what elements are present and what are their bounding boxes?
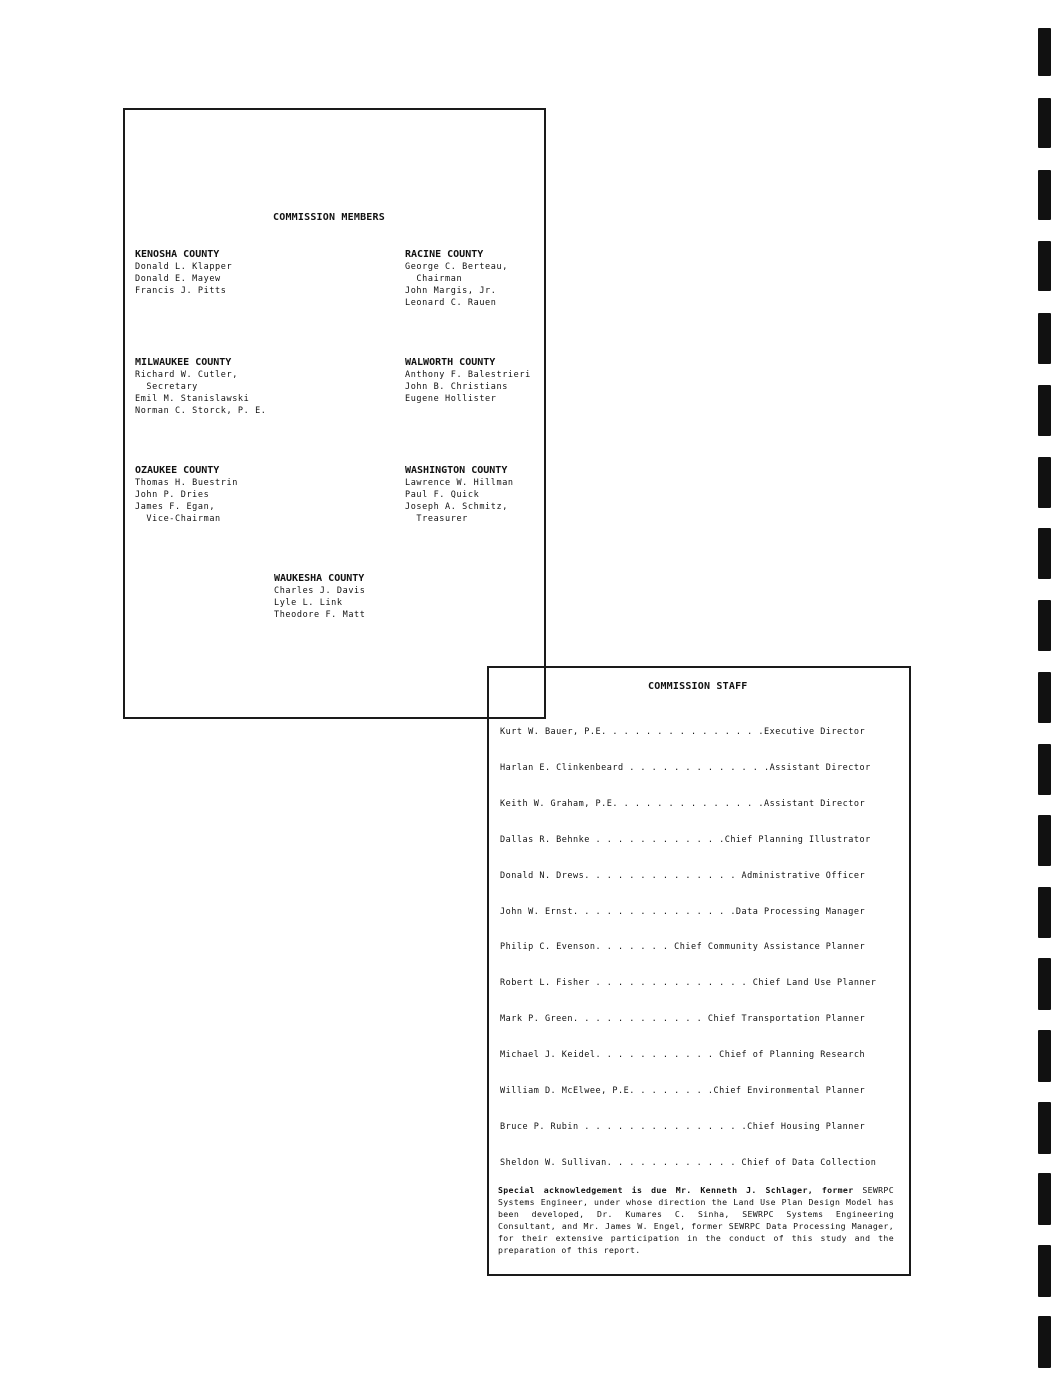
binding-mark [1038, 600, 1051, 651]
binding-mark [1038, 1316, 1051, 1368]
binding-mark [1038, 98, 1051, 148]
county-milwaukee [135, 356, 267, 417]
commission-members-title: COMMISSION MEMBERS [273, 212, 385, 223]
member-name: Paul F. Quick [405, 490, 480, 500]
commission-staff-title: COMMISSION STAFF [648, 681, 748, 692]
member-name: Richard W. Cutler, [135, 370, 238, 380]
staff-row: Kurt W. Bauer, P.E. . . . . . . . . . . . . . .Executive Director [500, 727, 866, 737]
staff-row: Dallas R. Behnke . . . . . . . . . . . .Chief Planning Illustrator [500, 835, 871, 845]
binding-mark [1038, 241, 1051, 291]
member-name: John Margis, Jr. [405, 286, 497, 296]
county-name: OZAUKEE COUNTY [135, 465, 220, 476]
staff-row: Bruce P. Rubin . . . . . . . . . . . . . . .Chief Housing Planner [500, 1122, 866, 1132]
county-name: RACINE COUNTY [405, 249, 484, 260]
staff-row: Robert L. Fisher . . . . . . . . . . . . . . Chief Land Use Planner [500, 978, 877, 988]
member-name: Anthony F. Balestrieri [405, 370, 531, 380]
acknowledgement-paragraph [498, 1184, 894, 1256]
member-title: Secretary [135, 382, 198, 392]
binding-mark [1038, 1245, 1051, 1297]
member-name: Thomas H. Buestrin [135, 478, 238, 488]
binding-mark [1038, 887, 1051, 938]
county-name: WASHINGTON COUNTY [405, 465, 508, 476]
binding-mark [1038, 958, 1051, 1010]
staff-row: Mark P. Green. . . . . . . . . . . . Chief Transportation Planner [500, 1014, 866, 1024]
staff-row: Donald N. Drews. . . . . . . . . . . . . . Administrative Officer [500, 871, 866, 881]
member-name: Joseph A. Schmitz, [405, 502, 508, 512]
member-title: Treasurer [405, 514, 468, 524]
member-name: Norman C. Storck, P. E. [135, 406, 267, 416]
binding-mark [1038, 1102, 1051, 1154]
county-name: WAUKESHA COUNTY [274, 573, 365, 584]
binding-mark [1038, 528, 1051, 579]
binding-mark [1038, 28, 1051, 76]
binding-mark [1038, 672, 1051, 723]
member-name: John P. Dries [135, 490, 210, 500]
member-name: Francis J. Pitts [135, 286, 227, 296]
binding-mark [1038, 313, 1051, 364]
member-name: Leonard C. Rauen [405, 298, 497, 308]
member-title: Chairman [405, 274, 463, 284]
member-name: Donald E. Mayew [135, 274, 221, 284]
county-washington [405, 464, 514, 525]
binding-mark [1038, 1030, 1051, 1082]
binding-mark [1038, 744, 1051, 795]
member-name: Lyle L. Link [274, 598, 343, 608]
county-kenosha [135, 248, 232, 297]
member-name: James F. Egan, [135, 502, 216, 512]
staff-row: Philip C. Evenson. . . . . . . Chief Community Assistance Planner [500, 942, 866, 952]
staff-row: Harlan E. Clinkenbeard . . . . . . . . . . . . .Assistant Director [500, 763, 871, 773]
member-name: John B. Christians [405, 382, 508, 392]
member-name: Theodore F. Matt [274, 610, 366, 620]
staff-row: John W. Ernst. . . . . . . . . . . . . . .Data Processing Manager [500, 907, 866, 917]
member-name: George C. Berteau, [405, 262, 508, 272]
member-name: Emil M. Stanislawski [135, 394, 250, 404]
county-waukesha [274, 572, 365, 621]
member-title: Vice-Chairman [135, 514, 221, 524]
staff-row: Keith W. Graham, P.E. . . . . . . . . . . . . .Assistant Director [500, 799, 866, 809]
binding-mark [1038, 1173, 1051, 1225]
member-name: Lawrence W. Hillman [405, 478, 514, 488]
acknowledgement-lead: Special acknowledgement is due Mr. Kenneth J. Schlager, former [498, 1185, 854, 1195]
staff-row: Michael J. Keidel. . . . . . . . . . . Chief of Planning Research [500, 1050, 866, 1060]
member-name: Donald L. Klapper [135, 262, 233, 272]
staff-row: Sheldon W. Sullivan. . . . . . . . . . . . Chief of Data Collection [500, 1158, 877, 1168]
county-name: KENOSHA COUNTY [135, 249, 220, 260]
county-name: MILWAUKEE COUNTY [135, 357, 232, 368]
county-racine [405, 248, 508, 309]
member-name: Charles J. Davis [274, 586, 366, 596]
county-ozaukee [135, 464, 238, 525]
binding-mark [1038, 170, 1051, 220]
binding-mark [1038, 815, 1051, 866]
county-walworth [405, 356, 531, 405]
binding-mark [1038, 457, 1051, 508]
county-name: WALWORTH COUNTY [405, 357, 496, 368]
binding-mark [1038, 385, 1051, 436]
member-name: Eugene Hollister [405, 394, 497, 404]
acknowledgement-body: SEWRPC Systems Engineer, under whose direction the Land Use Plan Design Model has been developed, Dr. Kumares C. Sinha, SEWRPC Systems Engineering Consultant, and Mr. James W. Engel, former SEWRPC Data Processing Manager, for their extensive participation in the conduct of this study and the preparation of this report. [498, 1185, 894, 1255]
staff-row: William D. McElwee, P.E. . . . . . . .Chief Environmental Planner [500, 1086, 866, 1096]
